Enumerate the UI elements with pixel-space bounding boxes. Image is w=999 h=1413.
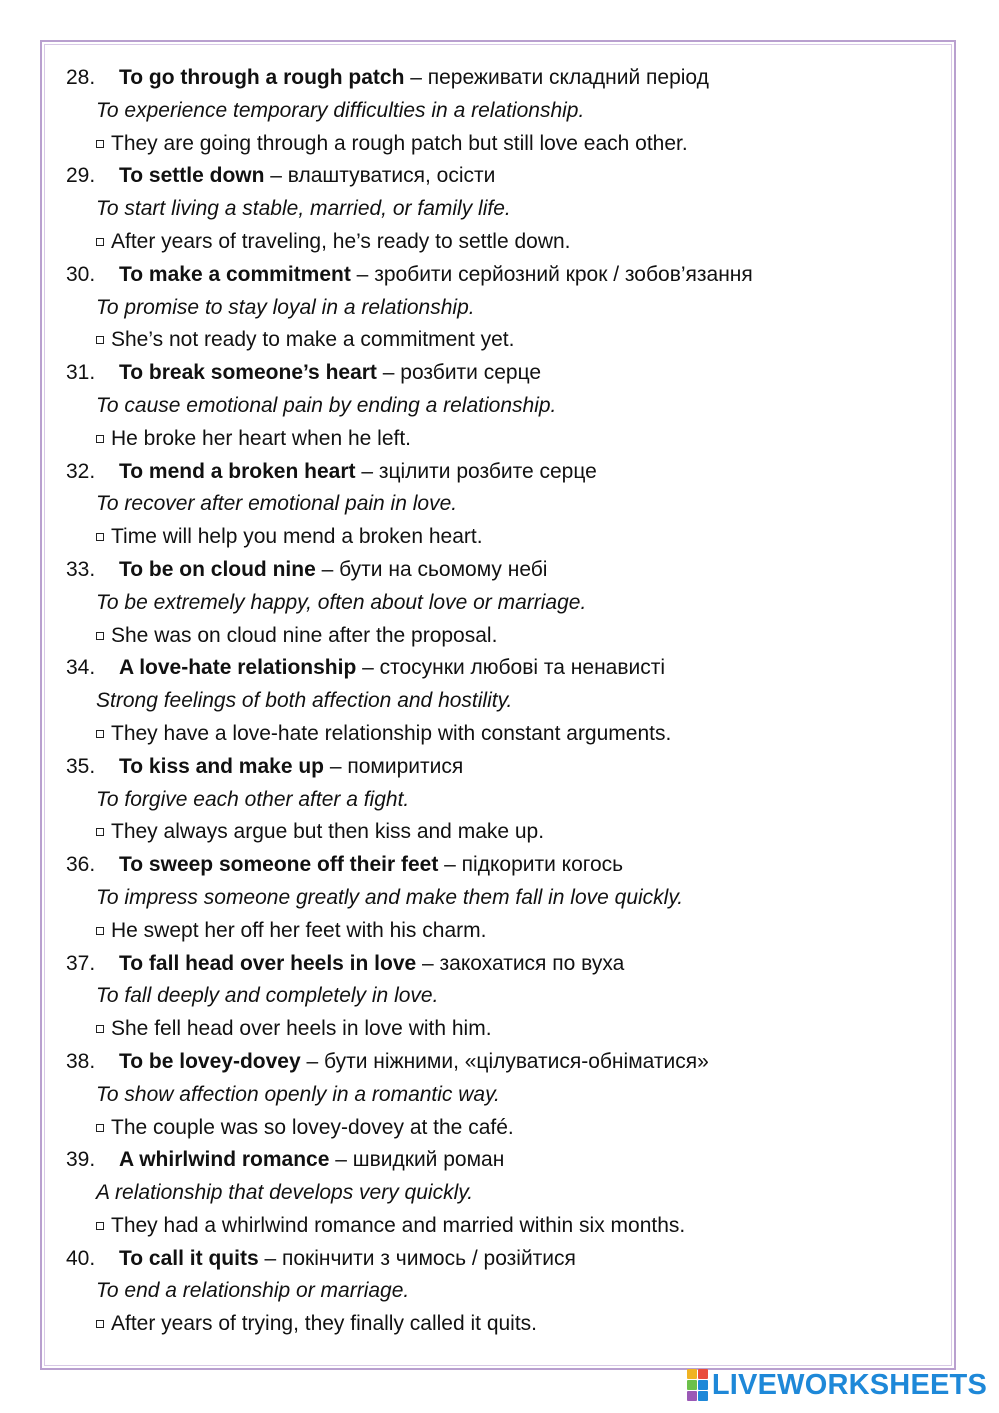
idiom-example [66,423,936,456]
idiom-list [66,62,936,1341]
idiom-definition: To impress someone greatly and make them fall in love quickly. [96,885,684,909]
idiom-definition: To be extremely happy, often about love or marriage. [96,590,587,614]
idiom-number: 32. [66,459,96,483]
idiom-translation: – стосунки любові та ненависті [356,656,666,680]
square-bullet-icon [96,632,104,640]
idiom-translation: – бути ніжними, «цілуватися-обніматися» [300,1049,709,1073]
idiom-definition: To experience temporary difficulties in a relationship. [96,98,585,122]
idiom-example [66,1210,936,1243]
idiom-number: 35. [66,754,96,778]
logo-mark-tile [698,1369,708,1379]
idiom-entry [66,751,936,849]
idiom-translation: – влаштуватися, осісти [264,164,496,188]
idiom-number: 31. [66,361,96,385]
idiom-example [66,521,936,554]
idiom-term: To kiss and make up [119,754,325,778]
logo-mark-tile [698,1391,708,1401]
idiom-translation: – покінчити з чимось / розійтися [258,1246,576,1270]
liveworksheets-logo-icon [687,1369,708,1401]
idiom-number: 33. [66,557,96,581]
logo-mark-tile [687,1391,697,1401]
example-text: After years of trying, they finally called it quits. [111,1312,538,1336]
idiom-heading [66,357,936,390]
idiom-definition: To cause emotional pain by ending a relationship. [96,393,557,417]
idiom-example [66,718,936,751]
idiom-heading [66,259,936,292]
idiom-translation: – розбити серце [376,361,542,385]
idiom-translation: – швидкий роман [329,1148,505,1172]
idiom-heading [66,1243,936,1276]
idiom-example [66,128,936,161]
idiom-entry [66,849,936,947]
idiom-translation: – закохатися по вуха [416,951,625,975]
idiom-entry [66,554,936,652]
idiom-term: To call it quits [119,1246,259,1270]
square-bullet-icon [96,140,104,148]
liveworksheets-logo [687,1367,987,1403]
idiom-number: 37. [66,951,96,975]
idiom-term: A love-hate relationship [119,656,357,680]
logo-mark-tile [687,1380,697,1390]
square-bullet-icon [96,435,104,443]
idiom-example [66,226,936,259]
idiom-heading [66,160,936,193]
idiom-entry [66,456,936,554]
idiom-definition: To fall deeply and completely in love. [96,984,439,1008]
idiom-number: 34. [66,656,96,680]
idiom-heading [66,456,936,489]
idiom-entry [66,1144,936,1242]
idiom-definition: Strong feelings of both affection and hostility. [96,689,513,713]
idiom-entry [66,357,936,455]
idiom-definition: To forgive each other after a fight. [96,787,410,811]
idiom-heading [66,948,936,981]
idiom-translation: – переживати складний період [404,66,709,89]
logo-mark-tile [698,1380,708,1390]
idiom-definition: To start living a stable, married, or family life. [96,197,511,221]
example-text: He swept her off her feet with his charm. [111,918,487,942]
square-bullet-icon [96,730,104,738]
idiom-term: To be lovey-dovey [119,1049,301,1073]
square-bullet-icon [96,533,104,541]
idiom-heading [66,1144,936,1177]
example-text: She’s not ready to make a commitment yet. [111,328,515,352]
idiom-term: To mend a broken heart [119,459,356,483]
idiom-term: To sweep someone off their feet [119,853,439,877]
idiom-term: To go through a rough patch [119,66,405,89]
idiom-heading [66,849,936,882]
idiom-example [66,324,936,357]
idiom-translation: – помиритися [324,754,464,778]
idiom-term: To break someone’s heart [119,361,377,385]
idiom-heading [66,652,936,685]
idiom-example [66,915,936,948]
example-text: The couple was so lovey-dovey at the café. [111,1115,514,1139]
idiom-definition: To show affection openly in a romantic way. [96,1082,500,1106]
idiom-term: To settle down [119,164,265,188]
square-bullet-icon [96,828,104,836]
square-bullet-icon [96,1320,104,1328]
square-bullet-icon [96,1025,104,1033]
idiom-definition: A relationship that develops very quickly. [96,1181,474,1205]
example-text: She was on cloud nine after the proposal. [111,623,498,647]
idiom-translation: – зцілити розбите серце [355,459,597,483]
idiom-entry [66,259,936,357]
idiom-translation: – підкорити когось [438,853,624,877]
idiom-example [66,1112,936,1145]
idiom-definition: To recover after emotional pain in love. [96,492,458,516]
idiom-number: 30. [66,262,96,286]
idiom-translation: – зробити серйозний крок / зобов’язання [350,262,753,286]
idiom-example [66,620,936,653]
idiom-number: 36. [66,853,96,877]
square-bullet-icon [96,336,104,344]
logo-text: LIVEWORKSHEETS [711,1368,987,1401]
logo-mark-tile [687,1369,697,1379]
idiom-example [66,1013,936,1046]
idiom-entry [66,1243,936,1341]
idiom-entry [66,948,936,1046]
idiom-number: 39. [66,1148,96,1172]
idiom-heading [66,751,936,784]
idiom-translation: – бути на сьомому небі [315,557,548,581]
example-text: They have a love-hate relationship with constant arguments. [111,721,672,745]
example-text: Time will help you mend a broken heart. [111,525,483,549]
example-text: They are going through a rough patch but still love each other. [111,131,688,155]
square-bullet-icon [96,1222,104,1230]
square-bullet-icon [96,238,104,246]
idiom-term: A whirlwind romance [119,1148,330,1172]
idiom-definition: To end a relationship or marriage. [96,1279,410,1303]
idiom-entry [66,160,936,258]
idiom-entry [66,1046,936,1144]
idiom-heading [66,554,936,587]
idiom-term: To make a commitment [119,262,351,286]
example-text: He broke her heart when he left. [111,426,412,450]
idiom-entry [66,652,936,750]
example-text: They always argue but then kiss and make up. [111,820,545,844]
idiom-number: 28. [66,66,96,89]
idiom-term: To fall head over heels in love [119,951,417,975]
example-text: After years of traveling, he’s ready to settle down. [111,229,571,253]
example-text: They had a whirlwind romance and married within six months. [111,1213,686,1237]
example-text: She fell head over heels in love with him. [111,1017,492,1041]
idiom-number: 38. [66,1049,96,1073]
idiom-definition: To promise to stay loyal in a relationship. [96,295,475,319]
idiom-heading [66,1046,936,1079]
idiom-number: 29. [66,164,96,188]
square-bullet-icon [96,927,104,935]
idiom-heading [66,62,936,95]
idiom-number: 40. [66,1246,96,1270]
idiom-example [66,1308,936,1341]
idiom-entry [66,62,936,160]
idiom-example [66,816,936,849]
square-bullet-icon [96,1124,104,1132]
idiom-term: To be on cloud nine [119,557,316,581]
